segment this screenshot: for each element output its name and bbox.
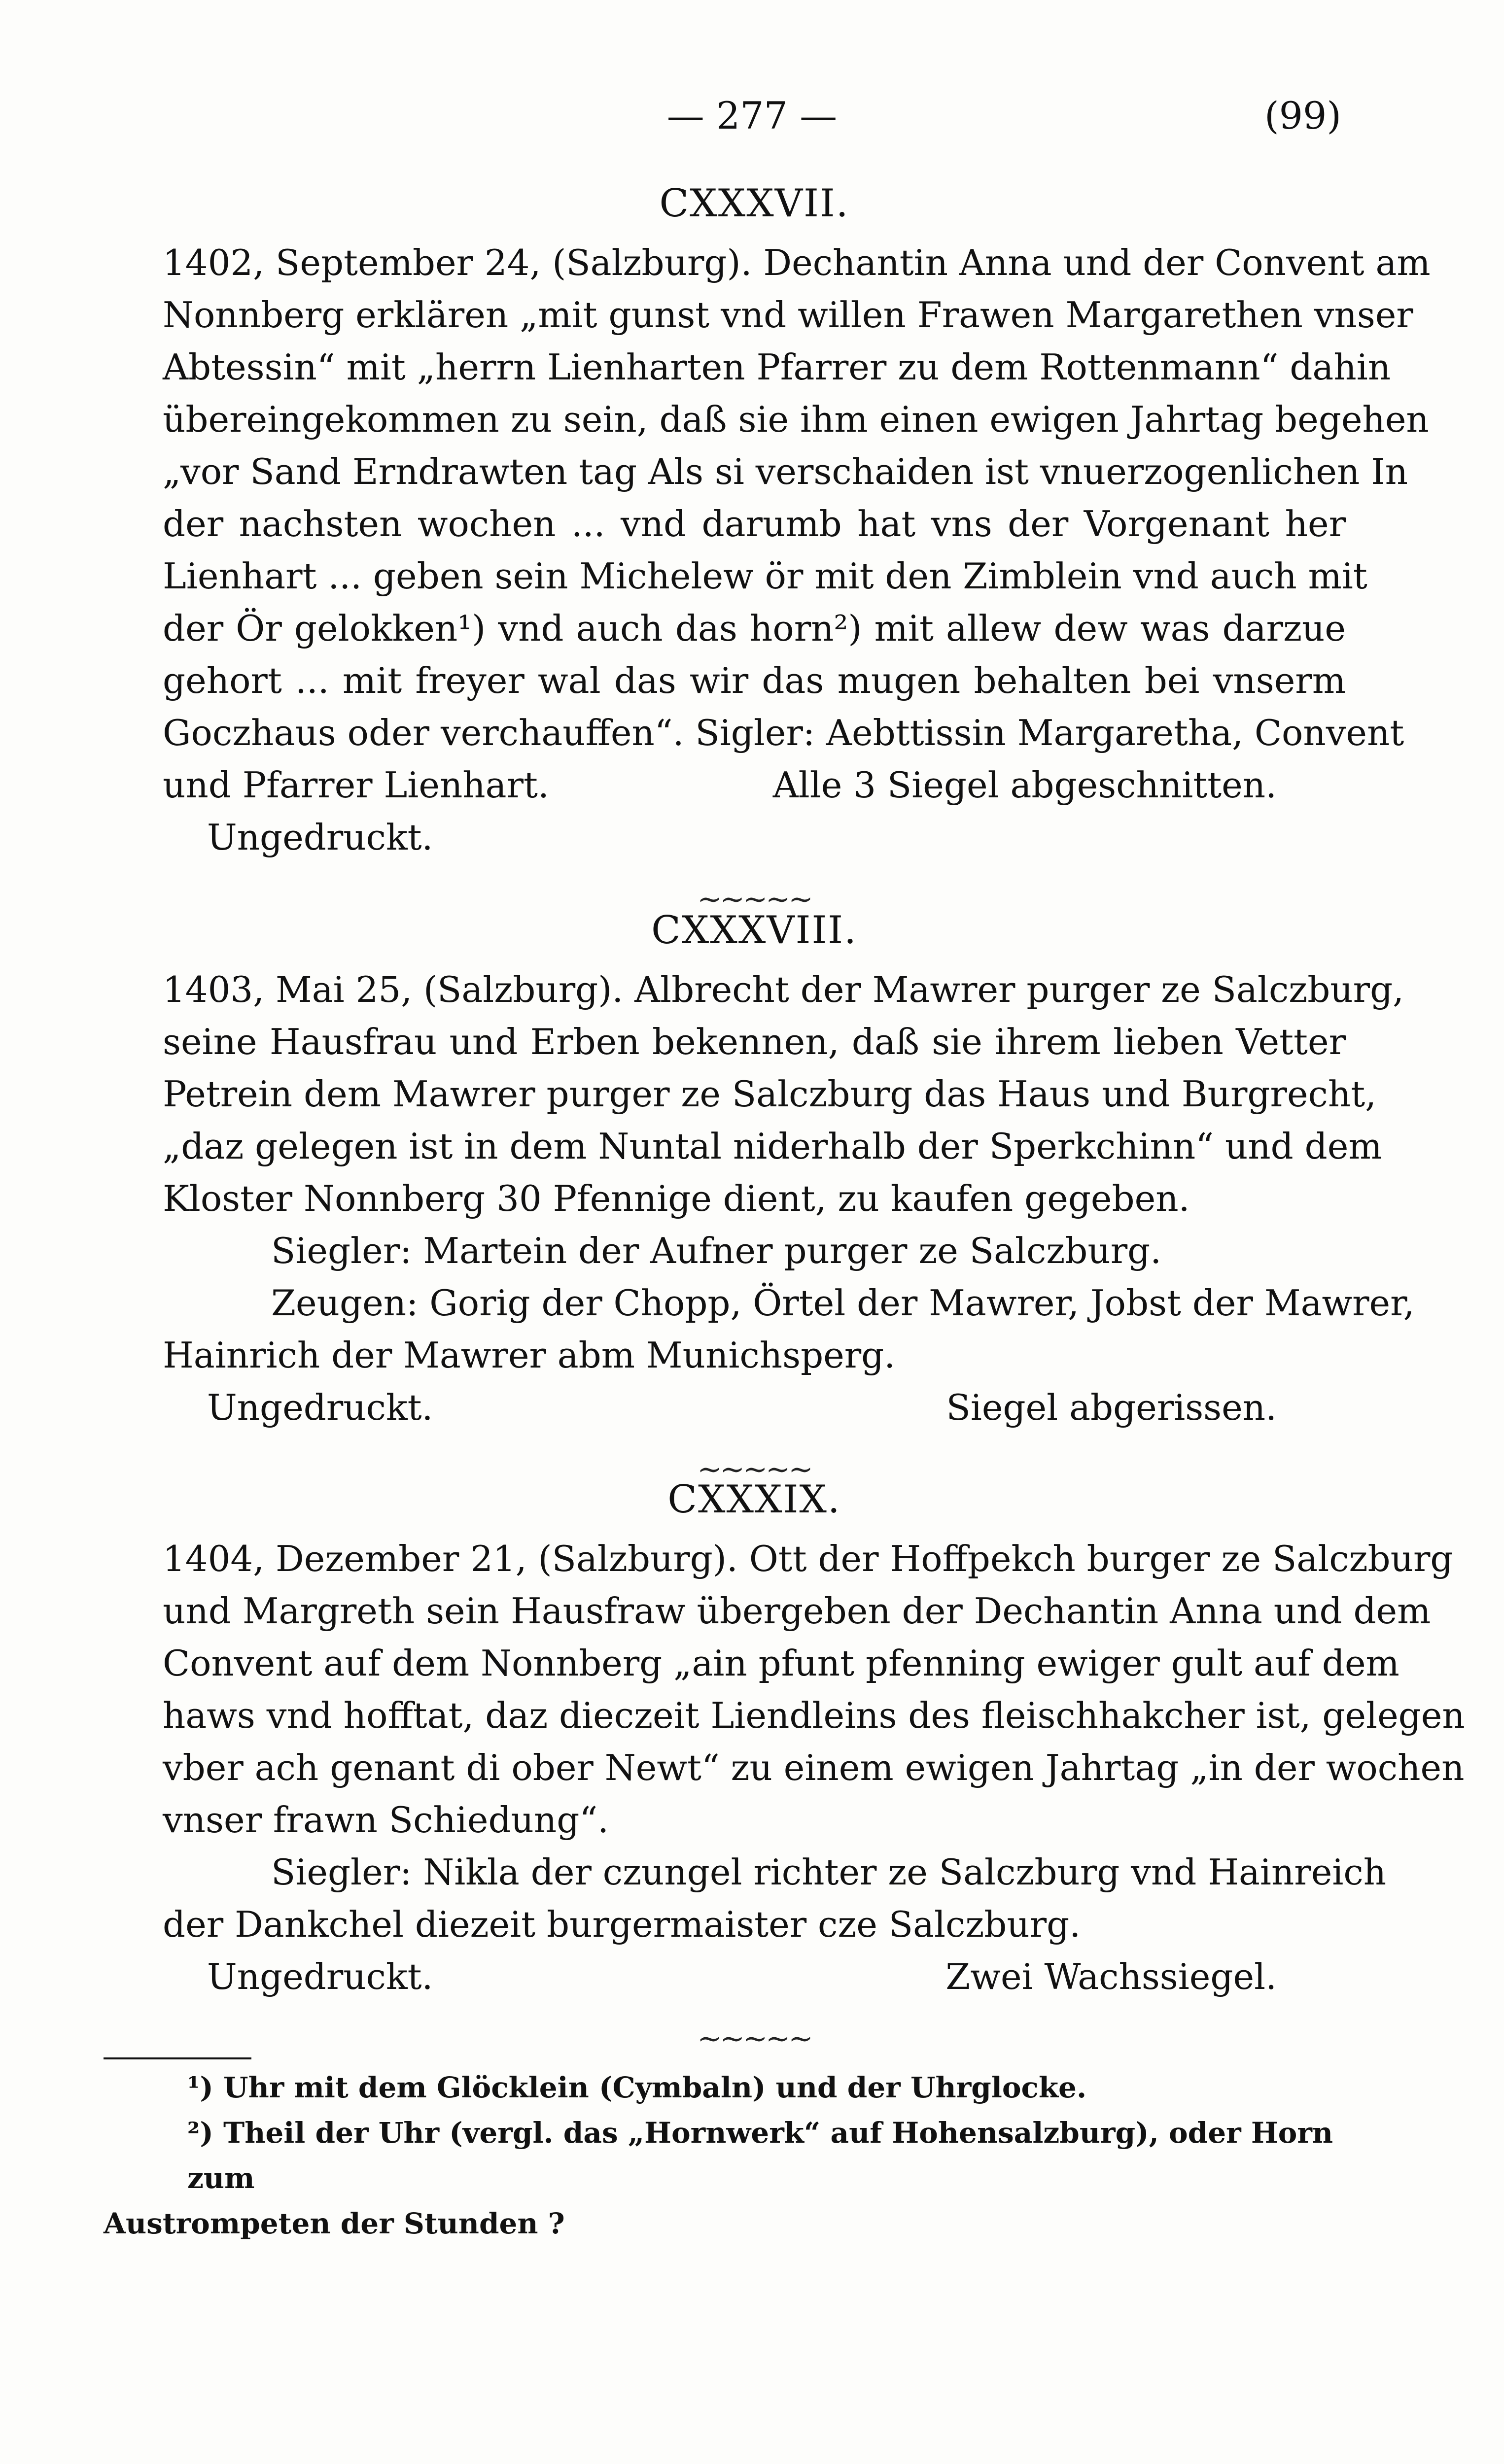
print-status: Ungedruckt. (207, 817, 433, 858)
text-line: vnser frawn Schiedung“. (163, 1799, 609, 1841)
text-line: übereingekommen zu sein, daß sie ihm einen ewigen Jahrtag begehen (163, 399, 1429, 440)
entry-body (163, 1533, 1465, 2003)
text-line: Goczhaus oder verchauffen“. Sigler: Aebttissin Margaretha, Convent (163, 712, 1404, 753)
seal-note: Alle 3 Siegel abgeschnitten. (772, 764, 1277, 806)
entry-cxxxix (163, 1473, 1465, 2065)
footnote-2: ²) Theil der Uhr (vergl. das „Hornwerk“ auf Hohensalzburg), oder Horn zum (187, 2116, 1333, 2195)
footnotes (104, 2065, 1400, 2246)
text-line: und Pfarrer Lienhart. (163, 764, 549, 806)
print-status-row (163, 1381, 1346, 1434)
text-line: „vor Sand Erndrawten tag Als si verschaiden ist vnuerzogenlichen In (163, 451, 1408, 492)
entry-title: CXXXIX. (667, 1477, 841, 1522)
print-status-row (163, 1951, 1346, 2003)
seal-note: Zwei Wachssiegel. (945, 1956, 1277, 1997)
text-line: und Margreth sein Hausfraw übergeben der Dechantin Anna und dem (163, 1590, 1431, 1632)
text-line: 1403, Mai 25, (Salzburg). Albrecht der Mawrer purger ze Salczburg, (163, 969, 1404, 1010)
entry-title: CXXXVII. (659, 181, 849, 226)
witness-line: Zeugen: Gorig der Chopp, Örtel der Mawrer, Jobst der Mawrer, (271, 1282, 1415, 1324)
entry-cxxxviii (163, 904, 1415, 1496)
text-line: gehort ... mit freyer wal das wir das mugen behalten bei vnserm (163, 660, 1346, 701)
print-status-row (163, 811, 1346, 863)
text-line: der Ör gelokken¹) vnd auch das horn²) mit allew dew was darzue (163, 608, 1346, 649)
text-line: Kloster Nonnberg 30 Pfennige dient, zu kaufen gegeben. (163, 1178, 1190, 1219)
text-line: Nonnberg erklären „mit gunst vnd willen Frawen Margarethen vnser (163, 294, 1413, 336)
footnote-1: ¹) Uhr mit dem Glöcklein (Cymbaln) und der Uhrglocke. (187, 2071, 1087, 2104)
print-status: Ungedruckt. (207, 1956, 433, 1997)
print-status: Ungedruckt. (207, 1387, 433, 1428)
page-number: — 277 — (666, 94, 838, 137)
text-line: der Dankchel diezeit burgermaister cze Salczburg. (163, 1904, 1081, 1945)
text-line: seine Hausfrau und Erben bekennen, daß sie ihrem lieben Vetter (163, 1021, 1346, 1062)
text-line: haws vnd hofftat, daz dieczeit Liendleins des fleischhakcher ist, gelegen (163, 1695, 1465, 1736)
text-line: 1404, Dezember 21, (Salzburg). Ott der Hoffpekch burger ze Salczburg (163, 1538, 1453, 1579)
page-header (0, 94, 1504, 153)
footnote-divider (104, 2057, 251, 2059)
sealer-line: Siegler: Nikla der czungel richter ze Salczburg vnd Hainreich (271, 1851, 1387, 1893)
section-ornament: ~~~~~ (697, 1452, 811, 1487)
text-line: 1402, September 24, (Salzburg). Dechantin Anna und der Convent am (163, 242, 1431, 283)
text-line: Abtessin“ mit „herrn Lienharten Pfarrer zu dem Rottenmann“ dahin (163, 346, 1391, 388)
section-ornament: ~~~~~ (697, 882, 811, 917)
section-ornament: ~~~~~ (697, 2021, 811, 2056)
text-line: Petrein dem Mawrer purger ze Salczburg das Haus und Burgrecht, (163, 1073, 1377, 1115)
sealer-line: Siegler: Martein der Aufner purger ze Salczburg. (271, 1230, 1162, 1271)
seal-note: Siegel abgerissen. (946, 1387, 1277, 1428)
entry-body (163, 963, 1415, 1434)
text-line: vber ach genant di ober Newt“ zu einem ewigen Jahrtag „in der wochen (163, 1747, 1465, 1788)
entry-title: CXXXVIII. (651, 908, 857, 953)
entry-body (163, 237, 1431, 863)
text-line: Lienhart ... geben sein Michelew ör mit den Zimblein vnd auch mit (163, 555, 1367, 597)
entry-cxxxvii (163, 177, 1431, 925)
text-line: Hainrich der Mawrer abm Munichsperg. (163, 1335, 896, 1376)
text-line: der nachsten wochen ... vnd darumb hat vns der Vorgenant her (163, 503, 1346, 545)
text-line: „daz gelegen ist in dem Nuntal niderhalb der Sperkchinn“ und dem (163, 1126, 1382, 1167)
sheet-number: (99) (1264, 94, 1341, 137)
text-line: Convent auf dem Nonnberg „ain pfunt pfenning ewiger gult auf dem (163, 1643, 1399, 1684)
seal-row (163, 759, 1346, 811)
footnote-2-continued: Austrompeten der Stunden ? (104, 2207, 565, 2240)
